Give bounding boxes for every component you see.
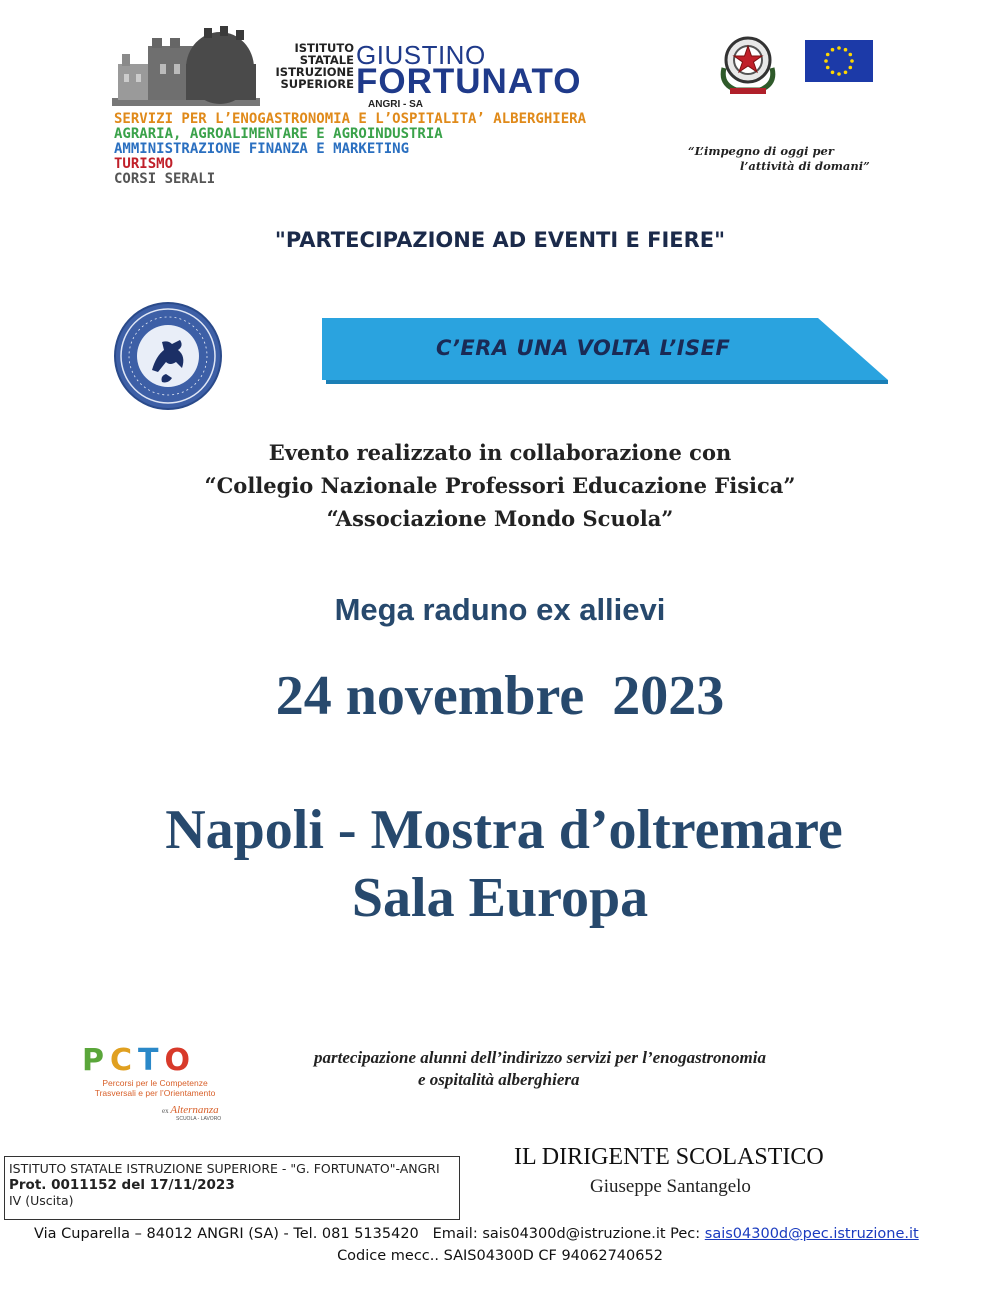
protocol-direction: IV (Uscita) (9, 1193, 74, 1208)
course-turismo: TURISMO (114, 156, 174, 172)
motto-line: l’attività di domani” (740, 159, 870, 173)
course-enogastronomia: SERVIZI PER L’ENOGASTRONOMIA E L’OSPITALITA’ ALBERGHIERA (114, 111, 587, 127)
footer-address: Via Cuparella – 84012 ANGRI (SA) - Tel. 081 5135420 Email: sais04300d@istruzione.it Pec: (34, 1226, 705, 1242)
institute-line: SUPERIORE (280, 77, 354, 91)
pcto-subtitle: Trasversali e per l’Orientamento (94, 1088, 216, 1098)
pcto-logo (80, 1044, 240, 1122)
isef-napoli-seal-icon (112, 300, 224, 412)
collaboration-partner: “Collegio Nazionale Professori Educazione Fisica” (204, 473, 796, 498)
italian-republic-emblem-icon (716, 30, 780, 96)
pcto-letter: O (164, 1043, 197, 1078)
event-date: 24 novembre 2023 (275, 665, 725, 727)
institute-line: ISTITUTO (294, 41, 354, 55)
collaboration-intro: Evento realizzato in collaborazione con (268, 440, 732, 465)
motto-line: “L’impegno di oggi per (688, 144, 834, 158)
participation-text: e ospitalità alberghiera (418, 1070, 580, 1089)
protocol-number: Prot. 0011152 del 17/11/2023 (9, 1177, 235, 1193)
pcto-letter: T (138, 1043, 165, 1078)
page-title: "PARTECIPAZIONE AD EVENTI E FIERE" (274, 228, 726, 252)
institute-line: STATALE (299, 53, 354, 67)
alternanza-prefix: ex (162, 1107, 169, 1115)
footer-contacts (34, 1226, 919, 1242)
eu-flag-icon (805, 40, 873, 82)
footer-codes: Codice mecc.. SAIS04300D CF 94062740652 (337, 1248, 663, 1264)
banner-text: C’ERA UNA VOLTA L’ISEF (436, 336, 731, 360)
event-room: Sala Europa (351, 867, 649, 929)
protocol-institute: ISTITUTO STATALE ISTRUZIONE SUPERIORE - "G. FORTUNATO"-ANGRI (9, 1161, 440, 1176)
castle-logo-icon (112, 24, 260, 108)
pcto-letter: C (110, 1043, 139, 1078)
signature-role: IL DIRIGENTE SCOLASTICO (514, 1144, 824, 1170)
alternanza-sub: SCUOLA - LAVORO (176, 1116, 222, 1122)
motto (688, 144, 888, 174)
institute-name-first: GIUSTINO (356, 40, 486, 70)
course-serali: CORSI SERALI (114, 171, 216, 187)
event-title: Mega raduno ex allievi (334, 592, 666, 627)
institute-name-last: FORTUNATO (356, 62, 582, 101)
participation-text: partecipazione alunni dell’indirizzo servizi per l’enogastronomia (314, 1048, 766, 1067)
pcto-letter: P (82, 1043, 110, 1078)
signature-name: Giuseppe Santangelo (590, 1176, 751, 1197)
event-venue: Napoli - Mostra d’oltremare (165, 799, 843, 861)
course-agraria: AGRARIA, AGROALIMENTARE E AGROINDUSTRIA (114, 126, 443, 142)
institute-label (262, 42, 354, 90)
pec-link[interactable]: sais04300d@pec.istruzione.it (704, 1226, 919, 1242)
protocol-stamp (4, 1156, 460, 1220)
alternanza-label: Alternanza (170, 1104, 219, 1116)
collaboration-partner: “Associazione Mondo Scuola” (326, 506, 674, 531)
course-amministrazione: AMMINISTRAZIONE FINANZA E MARKETING (114, 141, 410, 157)
pcto-subtitle: Percorsi per le Competenze (102, 1078, 208, 1088)
institute-line: ISTRUZIONE (275, 65, 354, 79)
institute-city: ANGRI - SA (368, 99, 423, 110)
